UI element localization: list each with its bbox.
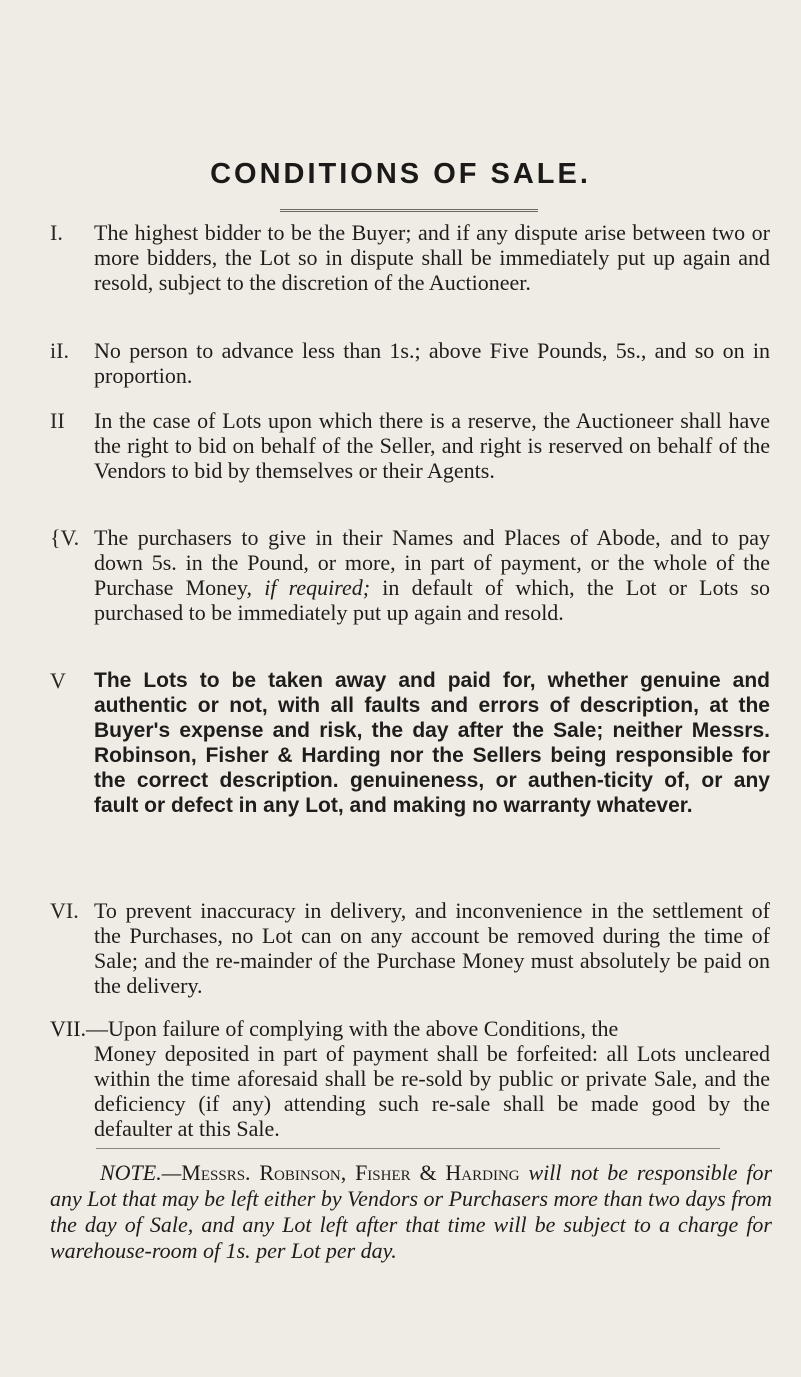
condition-4-text-start: The purchasers to give in their Names and Places of Abode, and to pay down 5s. in the Pound, or more, in part of payment, or the whole of the Purchase Money,	[94, 525, 770, 600]
condition-2-numeral: iI.	[50, 338, 69, 363]
note-divider	[96, 1148, 720, 1149]
condition-6-numeral: VI.	[50, 898, 79, 923]
condition-5-numeral: V	[50, 668, 66, 693]
condition-4-text-italic: if required;	[264, 575, 371, 600]
condition-1-text: The highest bidder to be the Buyer; and if any dispute arise between two or more bidders, the Lot so in dispute shall be immediately put up again and resold, subject to the discretion of the Auctioneer.	[94, 220, 770, 295]
condition-7-text: Money deposited in part of payment shall be forfeited: all Lots uncleared within the time aforesaid shall be re-sold by public or private Sale, and the deficiency (if any) attending such re-sale shall be made good by the defaulter at this Sale.	[94, 1041, 770, 1141]
note-firms: Messrs. Robinson, Fisher & Harding	[181, 1160, 520, 1185]
note	[50, 1160, 772, 1264]
note-label: NOTE.—	[100, 1160, 182, 1185]
condition-2-text: No person to advance less than 1s.; above Five Pounds, 5s., and so on in proportion.	[94, 338, 770, 388]
condition-1-numeral: I.	[50, 220, 63, 245]
condition-4-text-end: in default of which, the Lot or Lots so purchased to be immediately put up again and resold.	[94, 575, 771, 625]
condition-3-numeral: II	[50, 408, 65, 433]
condition-7-lead: VII.—Upon failure of complying with the above Conditions, the	[50, 1016, 619, 1041]
condition-4-numeral: {V.	[50, 525, 80, 550]
condition-7	[50, 1016, 770, 1141]
note-text: will not be responsible for any Lot that may be left either by Vendors or Purchasers more than two days from the day of Sale, and any Lot left after that time will be subject to a charge for warehouse-room of 1s. per Lot per day.	[50, 1160, 773, 1263]
condition-4-text	[94, 525, 770, 625]
page-title: CONDITIONS OF SALE.	[210, 158, 591, 190]
condition-3-text: In the case of Lots upon which there is a reserve, the Auctioneer shall have the right to bid on behalf of the Seller, and right is reserved on behalf of the Vendors to bid by themselves or their Agents.	[94, 408, 770, 483]
condition-5-text: The Lots to be taken away and paid for, whether genuine and authentic or not, with all faults and errors of description, at the Buyer's expense and risk, the day after the Sale; neither Messrs. Robinson, Fisher & Harding nor the Sellers being responsible for the correct description. genuineness, or authen-ticity of, or any fault or defect in any Lot, and making no warranty whatever.	[94, 669, 770, 817]
condition-6-text: To prevent inaccuracy in delivery, and inconvenience in the settlement of the Purchases, no Lot can on any account be removed during the time of Sale; and the re-mainder of the Purchase Money must absolutely be paid on the delivery.	[94, 898, 770, 998]
title-underline	[280, 209, 538, 212]
